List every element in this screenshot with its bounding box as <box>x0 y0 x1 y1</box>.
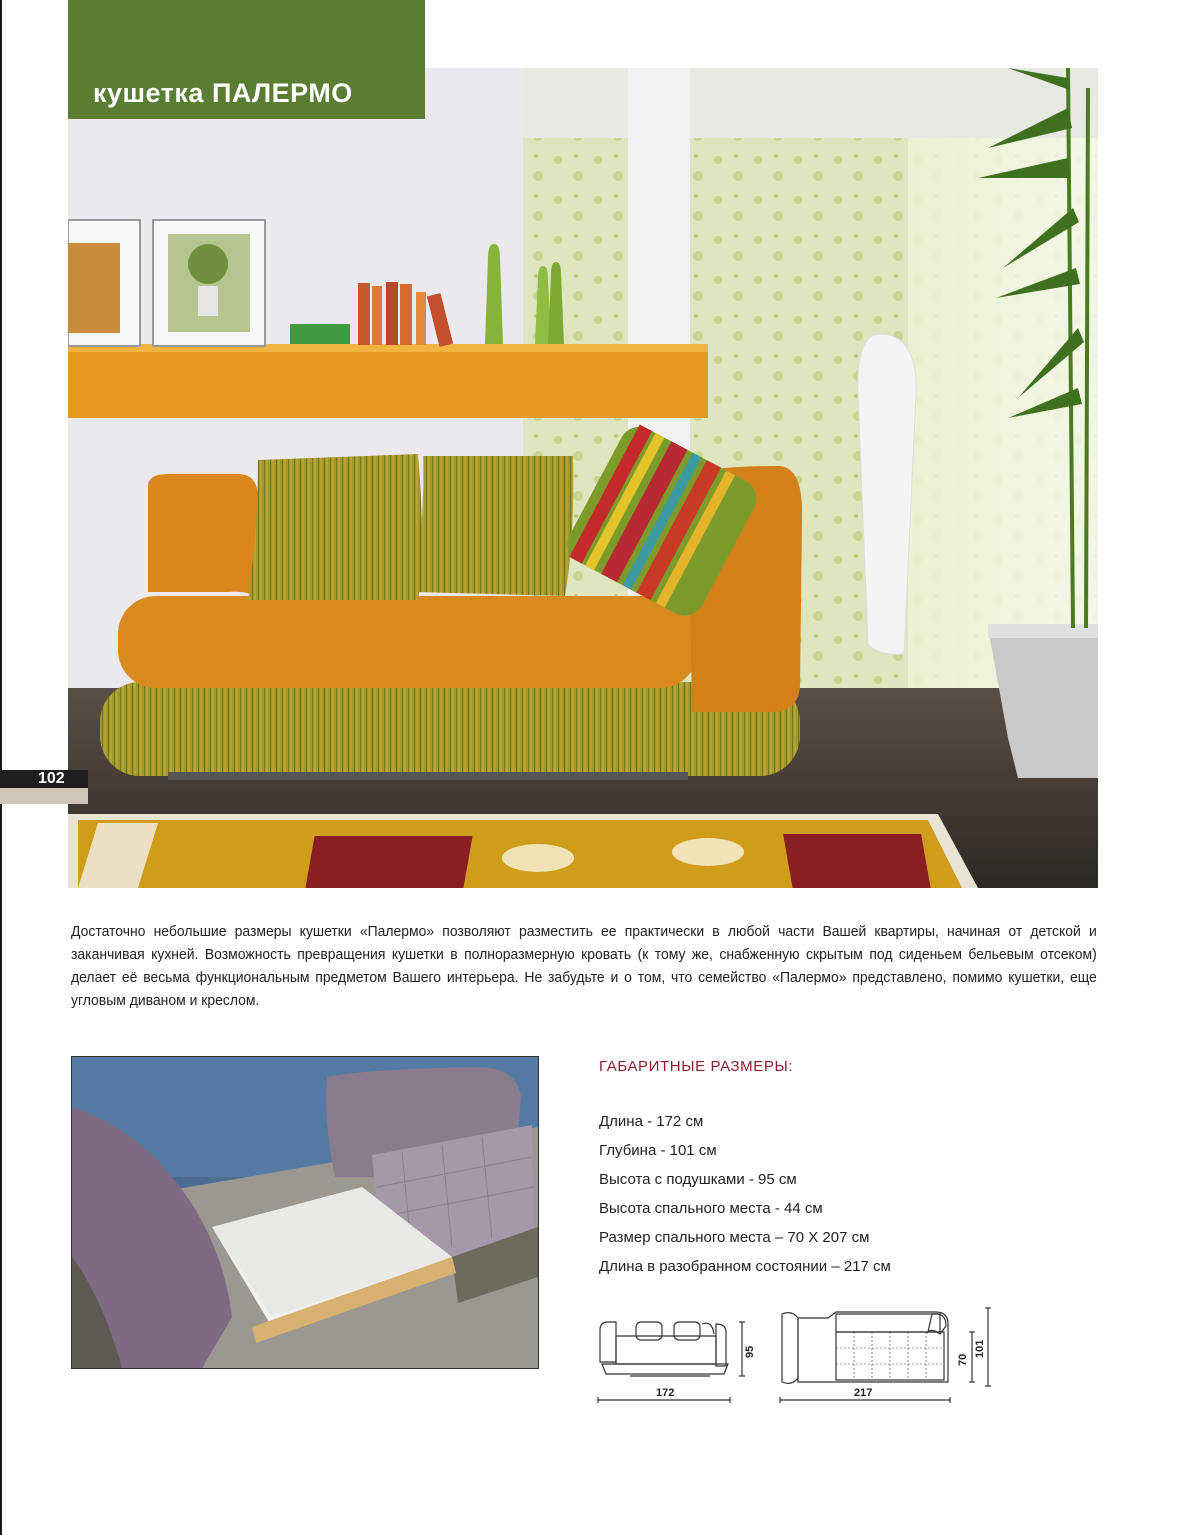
hero-photo <box>68 68 1098 888</box>
page-left-rule <box>0 0 2 1535</box>
front-width-label: 172 <box>656 1387 675 1399</box>
front-height-label: 95 <box>744 1345 756 1358</box>
dimension-item: Высота с подушками - 95 см <box>599 1171 797 1188</box>
description-text: Достаточно небольшие размеры кушетки «Палермо» позволяют разместить ее практически в любой части Вашей квартиры, начиная от детской и заканчивая кухней. Возможность превращения кушетки в полноразмерную кровать (к тому же, снабженную скрытым под сиденьем бельевым отсеком) делает её весьма функциональным предметом Вашего интерьера. Не забудьте и о том, что семейство «Палермо» представлено, помимо кушетки, еще угловым диваном и креслом. <box>71 923 1097 1009</box>
dimensions-list <box>599 1107 891 1281</box>
top-depth-outer-label: 101 <box>974 1339 986 1358</box>
dimension-item: Высота спального места - 44 см <box>599 1200 823 1217</box>
dimension-item: Длина в разобранном состоянии – 217 см <box>599 1258 891 1275</box>
dimension-item: Длина - 172 см <box>599 1113 704 1130</box>
dimensions-heading: ГАБАРИТНЫЕ РАЗМЕРЫ: <box>599 1058 794 1075</box>
top-depth-inner-label: 70 <box>957 1353 969 1366</box>
page-number: 102 <box>38 770 65 787</box>
page-number-underlay <box>0 788 88 804</box>
top-length-label: 217 <box>854 1387 873 1399</box>
dimension-item: Размер спального места – 70 Х 207 см <box>599 1229 870 1246</box>
storage-photo <box>71 1056 539 1369</box>
dimension-drawings <box>590 1300 1000 1420</box>
page-title: кушетка ПАЛЕРМО <box>93 78 353 108</box>
dimension-item: Глубина - 101 см <box>599 1142 717 1159</box>
title-banner <box>68 0 425 119</box>
description-block <box>71 920 1097 1012</box>
